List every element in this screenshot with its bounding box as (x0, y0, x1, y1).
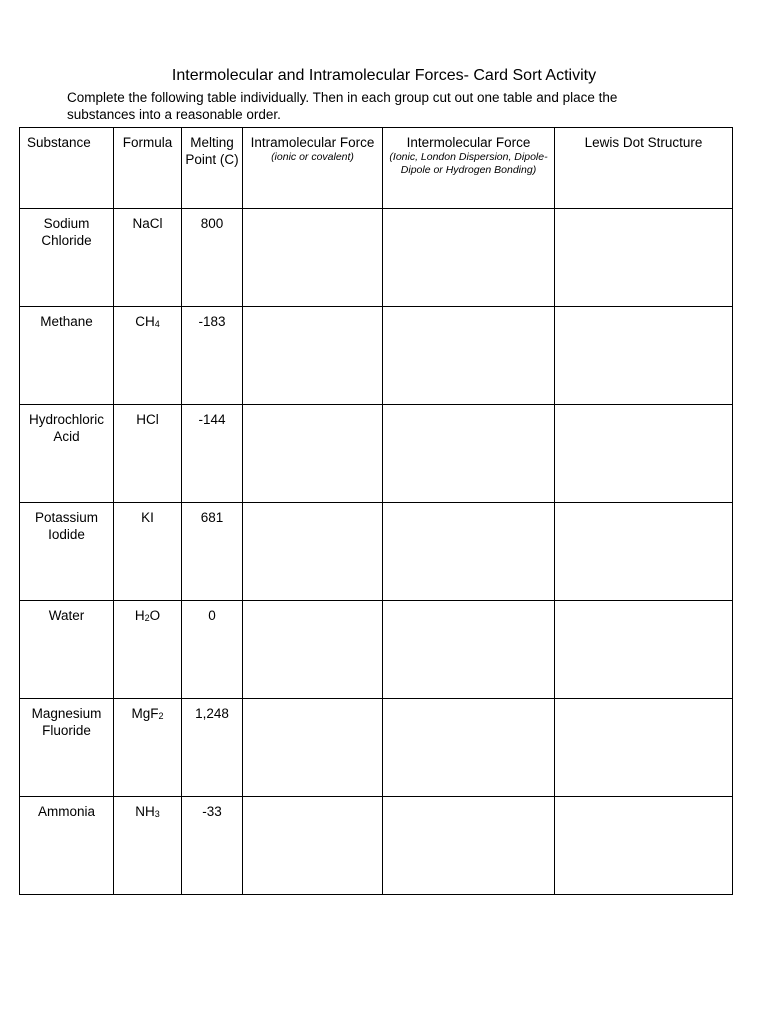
intramolecular-header-label: Intramolecular Force (250, 135, 375, 150)
intermolecular-force-cell[interactable] (383, 699, 555, 797)
table-row (20, 699, 733, 797)
lewis-dot-structure-cell[interactable] (555, 503, 733, 601)
formula-cell (114, 307, 182, 405)
intermolecular-force-cell[interactable] (383, 503, 555, 601)
intermolecular-force-cell[interactable] (383, 797, 555, 895)
formula-main: CH (135, 314, 155, 329)
intermolecular-header-label: Intermolecular Force (406, 135, 531, 150)
formula-tail: O (149, 608, 161, 623)
intermolecular-force-cell[interactable] (383, 601, 555, 699)
lewis-dot-structure-cell[interactable] (555, 797, 733, 895)
intramolecular-force-cell[interactable] (243, 797, 383, 895)
formula-subscript: 4 (154, 319, 160, 329)
formula-main: NH (135, 804, 155, 819)
formula-main: HCl (136, 412, 159, 427)
formula-subscript: 3 (154, 809, 160, 819)
formula-cell (114, 503, 182, 601)
melting-point-cell: 800 (182, 209, 243, 307)
melting-point-cell: -144 (182, 405, 243, 503)
formula-main: NaCl (132, 216, 163, 231)
header-formula: Formula (114, 128, 182, 209)
header-intramolecular-force (243, 128, 383, 209)
header-substance: Substance (20, 128, 114, 209)
formula-cell (114, 699, 182, 797)
substance-cell: Water (20, 601, 114, 699)
formula-main: H (134, 608, 145, 623)
melting-point-cell: 681 (182, 503, 243, 601)
formula-cell (114, 209, 182, 307)
intramolecular-force-cell[interactable] (243, 209, 383, 307)
intramolecular-header-hint: (ionic or covalent) (271, 151, 354, 163)
intramolecular-force-cell[interactable] (243, 601, 383, 699)
header-lewis-dot-structure: Lewis Dot Structure (555, 128, 733, 209)
lewis-dot-structure-cell[interactable] (555, 601, 733, 699)
substance-cell: Potassium Iodide (20, 503, 114, 601)
substance-cell: Magnesium Fluoride (20, 699, 114, 797)
header-intermolecular-force (383, 128, 555, 209)
melting-point-cell: -33 (182, 797, 243, 895)
intramolecular-force-cell[interactable] (243, 699, 383, 797)
formula-cell (114, 797, 182, 895)
formula-main: KI (141, 510, 154, 525)
lewis-dot-structure-cell[interactable] (555, 699, 733, 797)
melting-point-cell: -183 (182, 307, 243, 405)
formula-cell (114, 601, 182, 699)
lewis-dot-structure-cell[interactable] (555, 209, 733, 307)
table-row (20, 601, 733, 699)
formula-subscript: 2 (158, 711, 164, 721)
intermolecular-force-cell[interactable] (383, 209, 555, 307)
substance-cell: Methane (20, 307, 114, 405)
melting-point-cell: 1,248 (182, 699, 243, 797)
substance-cell: Hydrochloric Acid (20, 405, 114, 503)
forces-table (19, 127, 733, 895)
header-row (20, 128, 733, 209)
intermolecular-force-cell[interactable] (383, 307, 555, 405)
intermolecular-force-cell[interactable] (383, 405, 555, 503)
melting-point-cell: 0 (182, 601, 243, 699)
header-melting-point: Melting Point (C) (182, 128, 243, 209)
table-row (20, 209, 733, 307)
intramolecular-force-cell[interactable] (243, 405, 383, 503)
substance-cell: Sodium Chloride (20, 209, 114, 307)
intramolecular-force-cell[interactable] (243, 307, 383, 405)
instructions-text: Complete the following table individually. Then in each group cut out one table and place the substances into a reasonable order. (67, 90, 618, 122)
lewis-dot-structure-cell[interactable] (555, 307, 733, 405)
formula-cell (114, 405, 182, 503)
table-row (20, 405, 733, 503)
intermolecular-header-hint: (Ionic, London Dispersion, Dipole-Dipole or Hydrogen Bonding) (389, 151, 548, 176)
table-row (20, 797, 733, 895)
intramolecular-force-cell[interactable] (243, 503, 383, 601)
table-row (20, 307, 733, 405)
formula-subscript: 2 (144, 613, 150, 623)
substance-cell: Ammonia (20, 797, 114, 895)
lewis-dot-structure-cell[interactable] (555, 405, 733, 503)
table-row (20, 503, 733, 601)
formula-main: MgF (131, 706, 159, 721)
document-title: Intermolecular and Intramolecular Forces- Card Sort Activity (171, 67, 597, 84)
